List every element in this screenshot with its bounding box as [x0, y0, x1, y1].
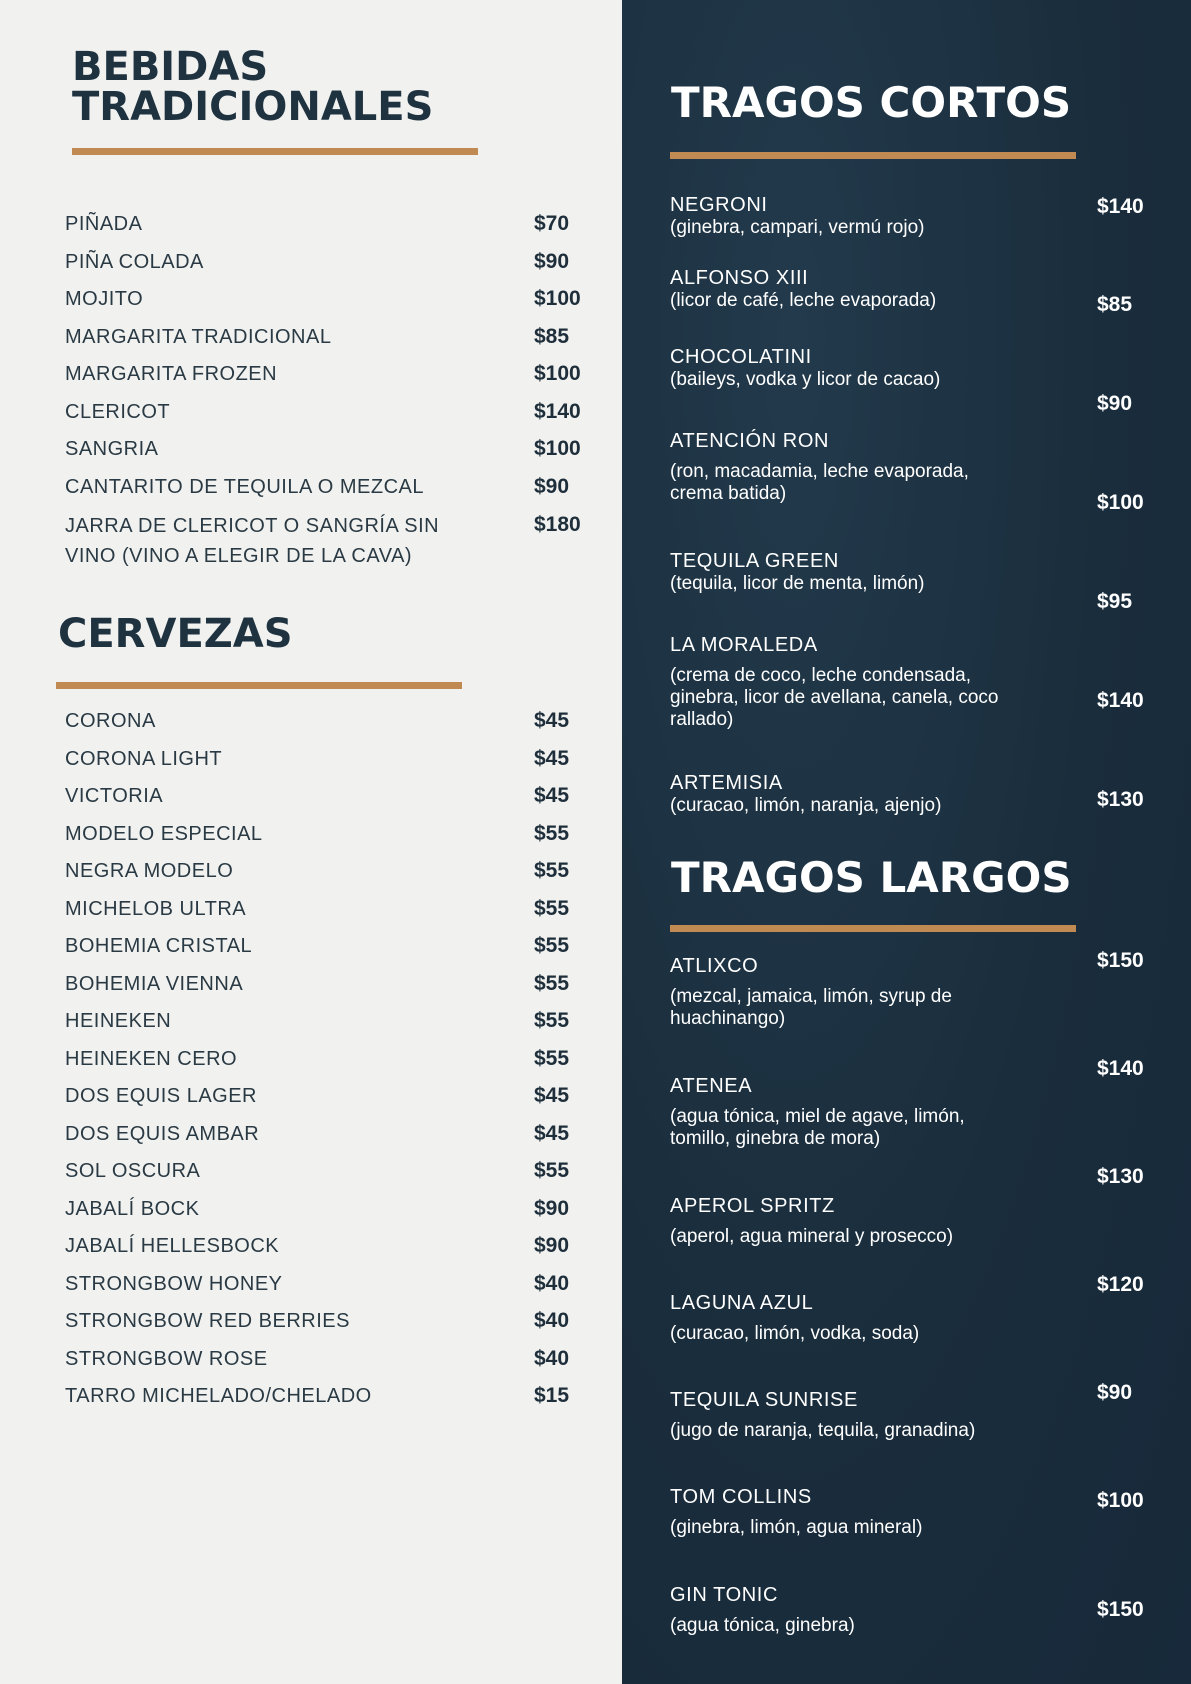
list-item: MARGARITA TRADICIONAL	[65, 326, 332, 348]
list-item	[670, 634, 1070, 731]
item-price: $45	[534, 784, 570, 807]
list-item: NEGRA MODELO	[65, 860, 234, 882]
item-price: $70	[534, 212, 570, 235]
item-price: $85	[534, 325, 570, 348]
item-name: ATENCIÓN RON	[670, 430, 830, 452]
item-price: $90	[1097, 392, 1133, 415]
item-price: $90	[534, 1234, 570, 1257]
item-desc: (ginebra, campari, vermú rojo)	[670, 217, 925, 238]
item-price: $130	[1097, 1165, 1144, 1188]
list-item: SANGRIA	[65, 438, 159, 460]
item-name: LAGUNA AZUL	[670, 1292, 814, 1314]
item-price: $55	[534, 897, 570, 920]
list-item: PIÑADA	[65, 213, 143, 235]
item-desc: (baileys, vodka y licor de cacao)	[670, 369, 941, 390]
item-price: $55	[534, 1009, 570, 1032]
item-name-line1: JARRA DE CLERICOT O SANGRÍA SIN	[65, 515, 440, 537]
item-price: $90	[534, 250, 570, 273]
item-price: $140	[1097, 1057, 1144, 1080]
list-item	[670, 1292, 1070, 1345]
item-desc: (curacao, limón, naranja, ajenjo)	[670, 795, 942, 816]
list-item	[670, 1389, 1070, 1442]
item-price: $55	[534, 822, 570, 845]
list-item: HEINEKEN CERO	[65, 1048, 238, 1070]
list-item: CORONA LIGHT	[65, 748, 223, 770]
list-item	[670, 346, 1070, 391]
item-desc: (licor de café, leche evaporada)	[670, 290, 937, 311]
item-name: ATLIXCO	[670, 955, 759, 977]
list-item: HEINEKEN	[65, 1010, 172, 1032]
item-name: TEQUILA GREEN	[670, 550, 839, 572]
item-price: $120	[1097, 1273, 1144, 1296]
item-price: $85	[1097, 293, 1133, 316]
item-price: $130	[1097, 788, 1144, 811]
tragos-cortos-title: TRAGOS CORTOS	[671, 78, 1072, 127]
list-item	[670, 772, 1070, 817]
item-price: $55	[534, 1047, 570, 1070]
list-item: STRONGBOW RED BERRIES	[65, 1310, 350, 1332]
item-price: $100	[534, 437, 581, 460]
list-item: STRONGBOW ROSE	[65, 1348, 268, 1370]
item-name: ATENEA	[670, 1075, 753, 1097]
item-price: $90	[534, 1197, 570, 1220]
list-item: VICTORIA	[65, 785, 164, 807]
item-price: $55	[534, 1159, 570, 1182]
list-item	[670, 1486, 1070, 1539]
item-price: $100	[1097, 1489, 1144, 1512]
item-name: ALFONSO XIII	[670, 267, 809, 289]
item-name: GIN TONIC	[670, 1584, 779, 1606]
list-item	[65, 511, 535, 571]
bebidas-rule	[72, 148, 478, 155]
list-item	[670, 267, 1070, 312]
item-desc: (agua tónica, miel de agave, limón, tomillo, ginebra de mora)	[670, 1106, 965, 1149]
list-item	[670, 1195, 1070, 1248]
tragos-cortos-rule	[670, 152, 1076, 159]
item-price: $150	[1097, 949, 1144, 972]
item-price: $180	[534, 513, 581, 536]
item-price: $55	[534, 934, 570, 957]
bebidas-title-line2: TRADICIONALES	[72, 84, 434, 130]
item-desc: (crema de coco, leche condensada, ginebra, licor de avellana, canela, coco rallado)	[670, 665, 999, 730]
item-name: TOM COLLINS	[670, 1486, 812, 1508]
item-price: $40	[534, 1347, 570, 1370]
list-item: CLERICOT	[65, 401, 171, 423]
list-item: MODELO ESPECIAL	[65, 823, 263, 845]
item-name: APEROL SPRITZ	[670, 1195, 835, 1217]
item-name: ARTEMISIA	[670, 772, 783, 794]
item-name: LA MORALEDA	[670, 634, 818, 656]
item-price: $45	[534, 1084, 570, 1107]
item-price: $140	[534, 400, 581, 423]
list-item	[670, 194, 1070, 239]
tragos-largos-rule	[670, 925, 1076, 932]
list-item: BOHEMIA CRISTAL	[65, 935, 253, 957]
item-desc: (tequila, licor de menta, limón)	[670, 573, 925, 594]
bebidas-title	[72, 44, 434, 130]
list-item: CORONA	[65, 710, 156, 732]
list-item: SOL OSCURA	[65, 1160, 201, 1182]
item-price: $45	[534, 1122, 570, 1145]
item-name-line2: VINO (VINO A ELEGIR DE LA CAVA)	[65, 545, 413, 567]
item-price: $90	[1097, 1381, 1133, 1404]
list-item: PIÑA COLADA	[65, 251, 204, 273]
list-item: STRONGBOW HONEY	[65, 1273, 283, 1295]
item-price: $90	[534, 475, 570, 498]
list-item: BOHEMIA VIENNA	[65, 973, 244, 995]
item-desc: (curacao, limón, vodka, soda)	[670, 1323, 920, 1344]
item-price: $40	[534, 1272, 570, 1295]
list-item: MARGARITA FROZEN	[65, 363, 278, 385]
item-name: NEGRONI	[670, 194, 768, 216]
list-item	[670, 1075, 1070, 1150]
list-item: DOS EQUIS AMBAR	[65, 1123, 260, 1145]
list-item	[670, 1584, 1070, 1637]
item-name: TEQUILA SUNRISE	[670, 1389, 858, 1411]
list-item: CANTARITO DE TEQUILA O MEZCAL	[65, 476, 425, 498]
cervezas-rule	[56, 682, 462, 689]
cervezas-title: CERVEZAS	[58, 611, 293, 657]
item-price: $45	[534, 709, 570, 732]
item-price: $15	[534, 1384, 570, 1407]
list-item: TARRO MICHELADO/CHELADO	[65, 1385, 372, 1407]
list-item	[670, 430, 1070, 505]
item-desc: (mezcal, jamaica, limón, syrup de huachinango)	[670, 986, 952, 1029]
item-price: $100	[534, 362, 581, 385]
item-price: $100	[1097, 491, 1144, 514]
item-desc: (ginebra, limón, agua mineral)	[670, 1517, 923, 1538]
item-desc: (ron, macadamia, leche evaporada, crema batida)	[670, 461, 969, 504]
list-item: JABALÍ HELLESBOCK	[65, 1235, 280, 1257]
item-price: $55	[534, 972, 570, 995]
item-price: $150	[1097, 1598, 1144, 1621]
item-desc: (agua tónica, ginebra)	[670, 1615, 855, 1636]
item-desc: (jugo de naranja, tequila, granadina)	[670, 1420, 976, 1441]
list-item: DOS EQUIS LAGER	[65, 1085, 257, 1107]
bebidas-title-line1: BEBIDAS	[72, 44, 269, 90]
list-item: MICHELOB ULTRA	[65, 898, 247, 920]
list-item	[670, 955, 1070, 1030]
item-desc: (aperol, agua mineral y prosecco)	[670, 1226, 954, 1247]
item-price: $95	[1097, 590, 1133, 613]
item-price: $45	[534, 747, 570, 770]
item-price: $140	[1097, 195, 1144, 218]
item-price: $140	[1097, 689, 1144, 712]
item-price: $40	[534, 1309, 570, 1332]
list-item: JABALÍ BOCK	[65, 1198, 200, 1220]
item-name: CHOCOLATINI	[670, 346, 812, 368]
item-price: $55	[534, 859, 570, 882]
tragos-largos-title: TRAGOS LARGOS	[671, 853, 1072, 902]
list-item: MOJITO	[65, 288, 144, 310]
list-item	[670, 550, 1070, 595]
item-price: $100	[534, 287, 581, 310]
